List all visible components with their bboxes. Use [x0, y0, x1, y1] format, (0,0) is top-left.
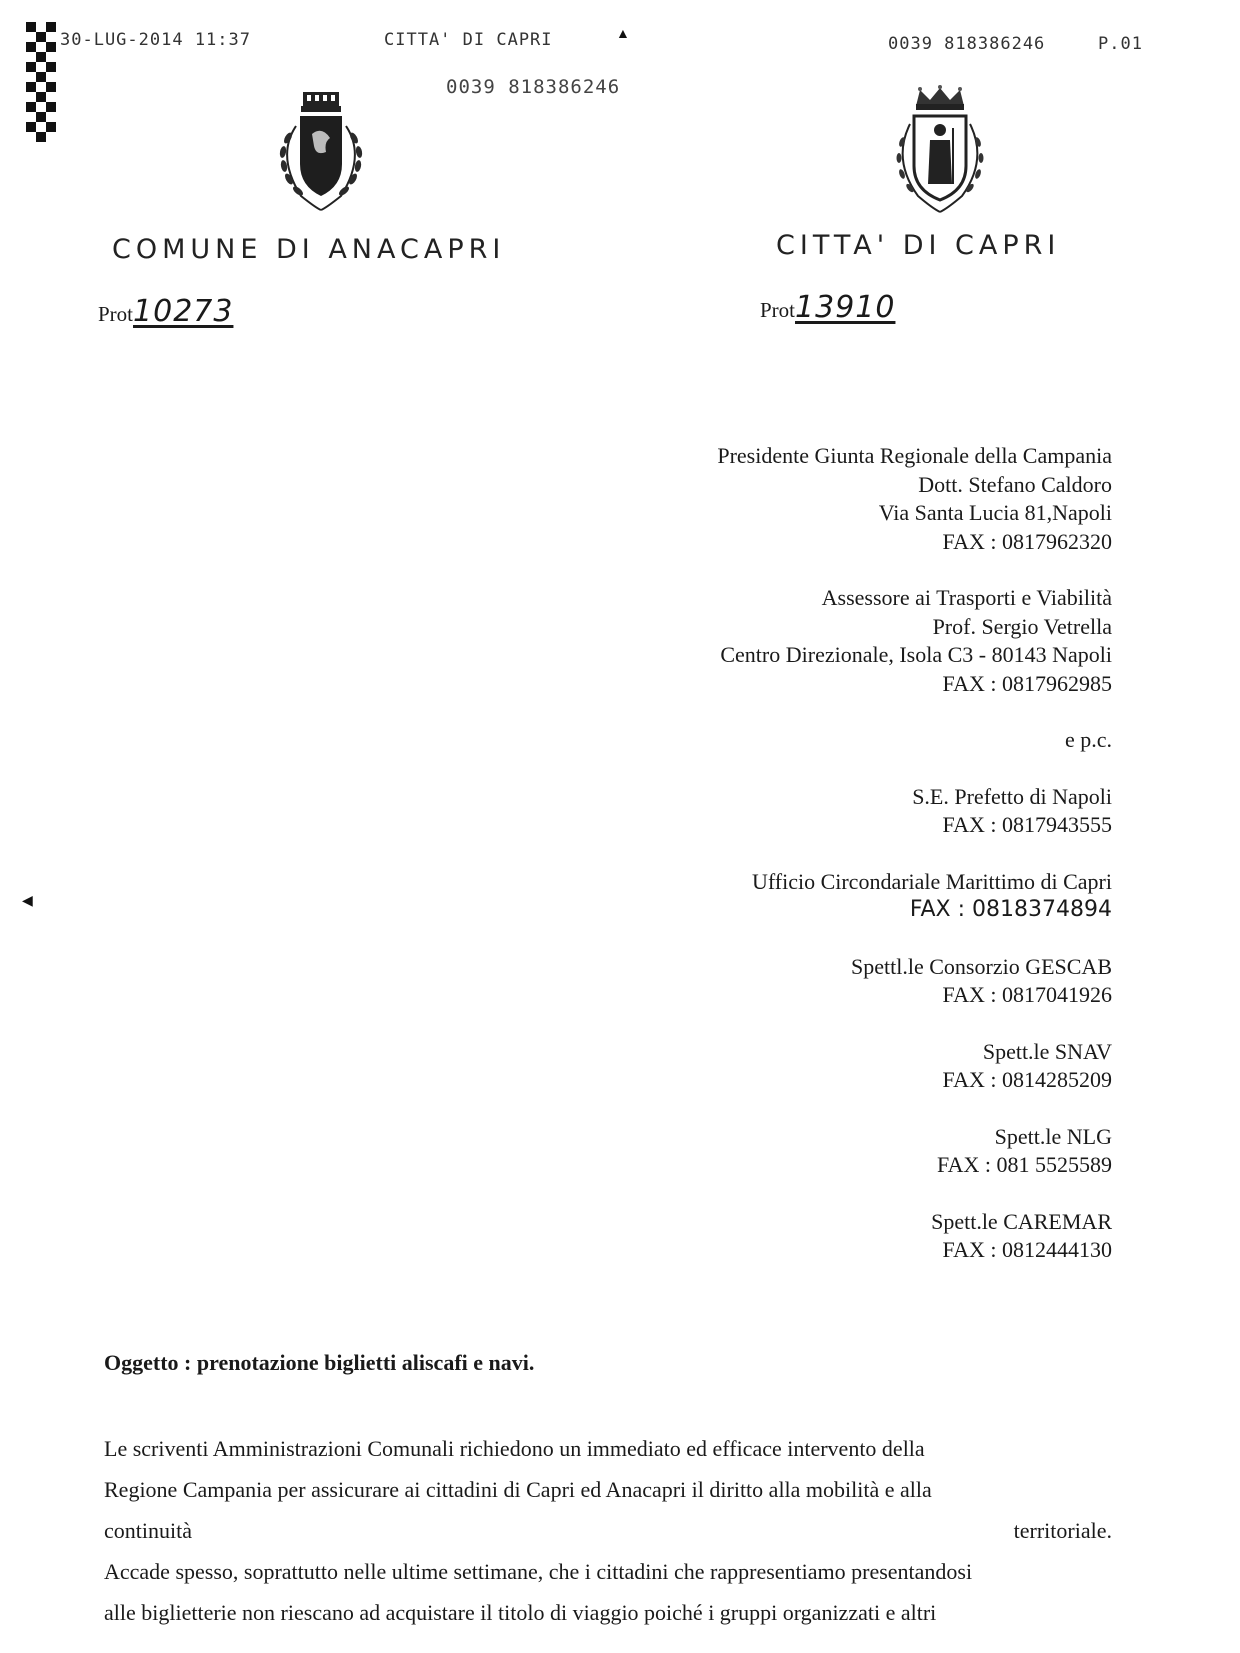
capri-coat-of-arms-icon	[880, 84, 1000, 218]
recipient-block	[512, 868, 1112, 925]
anacapri-coat-of-arms-icon	[256, 86, 386, 216]
recipient-fax: FAX : 0812444130	[942, 1237, 1112, 1262]
recipient-fax: FAX : 0814285209	[942, 1067, 1112, 1092]
body-text: continuità	[104, 1518, 192, 1543]
recipient-line: Dott. Stefano Caldoro	[918, 471, 1112, 497]
left-prot-label: Prot	[98, 302, 134, 326]
body-line	[104, 1551, 1112, 1592]
right-authority-name: CITTA' DI CAPRI	[776, 230, 1061, 261]
cc-block	[512, 726, 1112, 755]
recipient-fax: FAX : 0817962985	[942, 670, 1112, 696]
recipient-line: Presidente Giunta Regionale della Campania	[717, 443, 1112, 468]
recipient-line: Spett.le SNAV	[982, 1038, 1112, 1064]
body-line	[104, 1510, 1112, 1551]
fax-number-left: 0039 818386246	[446, 76, 621, 98]
recipient-fax: FAX : 0818374894	[909, 897, 1112, 922]
body-text: Regione Campania per assicurare ai cittadini di Capri ed Anacapri il diritto alla mobilità e alla	[104, 1477, 932, 1502]
body-text: territoriale.	[1013, 1518, 1112, 1543]
recipient-block	[512, 1208, 1112, 1265]
left-marker-icon: ◀	[22, 894, 33, 909]
fax-number-right: 0039 818386246	[888, 34, 1046, 54]
body-text: Le scriventi Amministrazioni Comunali richiedono un immediato ed efficace intervento della	[104, 1436, 925, 1461]
left-prot-number: 10273	[133, 294, 234, 329]
recipient-block	[512, 442, 1112, 556]
body-text: Accade spesso, soprattutto nelle ultime settimane, che i cittadini che rappresentiamo presentandosi	[104, 1559, 973, 1584]
recipient-block	[512, 1038, 1112, 1095]
fax-datetime: 30-LUG-2014 11:37	[60, 30, 251, 50]
fax-edge-checker	[26, 22, 58, 150]
recipient-line: Spett.le NLG	[994, 1123, 1112, 1149]
recipient-line: Prof. Sergio Vetrella	[932, 613, 1112, 639]
recipient-line: Centro Direzionale, Isola C3 - 80143 Napoli	[720, 642, 1112, 667]
recipient-fax: FAX : 081 5525589	[937, 1152, 1112, 1177]
recipients-list	[512, 442, 1112, 1293]
recipient-block	[512, 953, 1112, 1010]
subject-line: Oggetto : prenotazione biglietti aliscafi e navi.	[104, 1350, 535, 1375]
recipient-line: Spett.le CAREMAR	[931, 1208, 1112, 1234]
letter-body	[104, 1428, 1112, 1633]
fax-sender: CITTA' DI CAPRI	[384, 30, 553, 50]
recipient-block	[512, 1123, 1112, 1180]
body-line	[104, 1592, 1112, 1633]
left-protocol	[98, 294, 233, 329]
body-line	[104, 1428, 1112, 1469]
up-marker-icon: ▲	[616, 27, 630, 42]
body-line	[104, 1469, 1112, 1510]
cc-label: e p.c.	[1064, 727, 1112, 752]
right-prot-label: Prot	[760, 298, 796, 322]
fax-page: P.01	[1098, 34, 1143, 54]
recipient-block	[512, 584, 1112, 698]
recipient-fax: FAX : 0817943555	[942, 812, 1112, 837]
recipient-line: Spettl.le Consorzio GESCAB	[851, 953, 1112, 979]
body-text: alle biglietterie non riescano ad acquistare il titolo di viaggio poiché i gruppi organizzati e altri	[104, 1600, 937, 1625]
recipient-line: Via Santa Lucia 81,Napoli	[878, 500, 1112, 525]
recipient-line: Assessore ai Trasporti e Viabilità	[821, 585, 1112, 610]
right-prot-number: 13910	[795, 290, 896, 325]
recipient-fax: FAX : 0817041926	[942, 982, 1112, 1007]
recipient-line: S.E. Prefetto di Napoli	[912, 783, 1112, 809]
recipient-fax: FAX : 0817962320	[942, 528, 1112, 554]
right-protocol	[760, 290, 895, 325]
recipient-block	[512, 783, 1112, 840]
left-authority-name: COMUNE DI ANACAPRI	[112, 234, 506, 265]
recipient-line: Ufficio Circondariale Marittimo di Capri	[751, 868, 1112, 894]
